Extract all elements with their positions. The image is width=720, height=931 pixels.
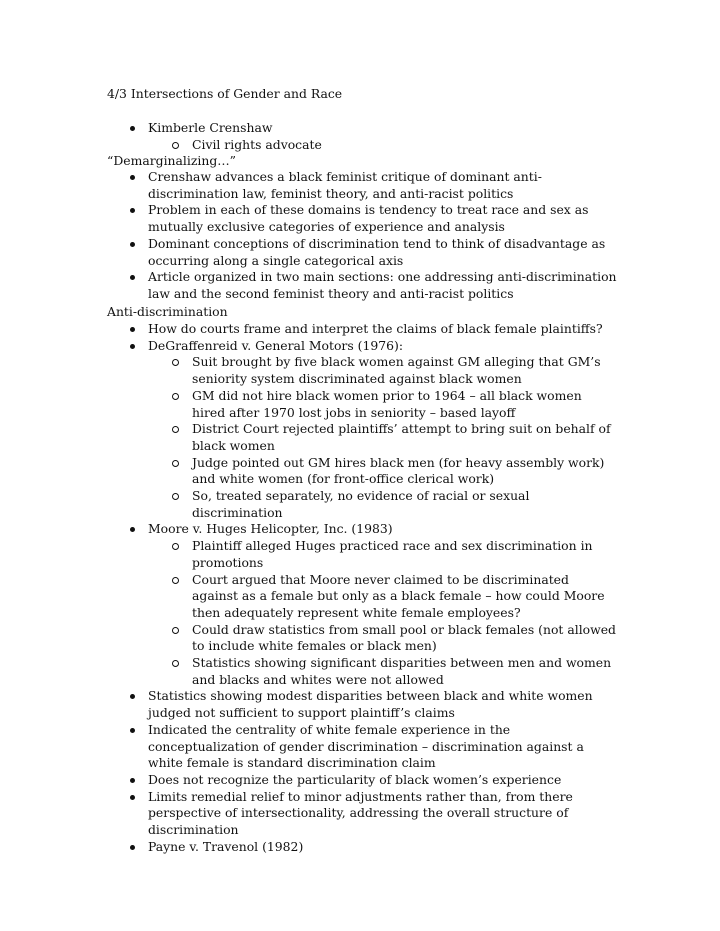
list-item xyxy=(0,236,618,269)
list-item xyxy=(0,688,618,721)
sub-list-item xyxy=(0,538,618,571)
circle-bullet-icon xyxy=(172,627,179,634)
list-item-text: Statistics showing modest disparities between black and white women judged not sufficient to support plaintiff’s claims xyxy=(148,688,593,721)
sub-list-item xyxy=(0,388,618,421)
list-item-text: Judge pointed out GM hires black men (for heavy assembly work) and white women (for front-office clerical work) xyxy=(192,454,605,487)
circle-bullet-icon xyxy=(172,426,179,433)
list-item-text: DeGraffenreid v. General Motors (1976): xyxy=(148,337,404,353)
bullet-icon xyxy=(130,208,135,213)
list-item-text: Suit brought by five black women against GM alleging that GM’s seniority system discriminated against black women xyxy=(192,354,601,387)
section-heading-anti-discrimination: Anti-discrimination xyxy=(107,304,228,319)
list-item-text: Dominant conceptions of discrimination tend to think of disadvantage as occurring along a single categorical axis xyxy=(148,235,606,268)
list-item xyxy=(0,169,618,202)
circle-bullet-icon xyxy=(172,142,179,149)
bullet-icon xyxy=(130,344,135,349)
bullet-icon xyxy=(130,778,135,783)
bullet-icon xyxy=(130,242,135,247)
circle-bullet-icon xyxy=(172,393,179,400)
bullet-icon xyxy=(130,694,135,699)
sub-list-item xyxy=(0,488,618,521)
bullet-icon xyxy=(130,275,135,280)
list-item-text: District Court rejected plaintiffs’ attempt to bring suit on behalf of black women xyxy=(192,421,611,453)
list-item-text: Does not recognize the particularity of black women’s experience xyxy=(148,771,562,787)
bullet-icon xyxy=(130,527,135,532)
list-item xyxy=(0,202,618,235)
list-item-text: So, treated separately, no evidence of racial or sexual discrimination xyxy=(192,488,530,520)
sub-list-item xyxy=(0,354,618,387)
circle-bullet-icon xyxy=(172,577,179,584)
list-item-text: GM did not hire black women prior to 1964 – all black women hired after 1970 lost jobs in seniority – based layoff xyxy=(192,387,582,420)
circle-bullet-icon xyxy=(172,493,179,500)
circle-bullet-icon xyxy=(172,543,179,550)
list-item xyxy=(0,722,618,772)
list-item-text: Problem in each of these domains is tendency to treat race and sex as mutually exclusive categories of experience and analysis xyxy=(148,202,589,235)
list-item-text: Kimberle Crenshaw xyxy=(148,120,273,135)
sub-list-item xyxy=(0,622,618,655)
sub-list-item xyxy=(0,421,618,454)
page-title: 4/3 Intersections of Gender and Race xyxy=(107,86,343,101)
list-item xyxy=(0,521,618,538)
circle-bullet-icon xyxy=(172,359,179,366)
list-item xyxy=(0,321,618,338)
list-item-text: Statistics showing significant disparities between men and women and blacks and whites were not allowed xyxy=(192,655,612,687)
list-item-text: Moore v. Huges Helicopter, Inc. (1983) xyxy=(148,521,393,537)
list-item-text: Could draw statistics from small pool or black females (not allowed to include white females or black men) xyxy=(192,621,616,654)
list-item-text: Article organized in two main sections: one addressing anti-discrimination law and the second feminist theory and anti-racist politics xyxy=(148,269,617,301)
list-item-text: How do courts frame and interpret the claims of black female plaintiffs? xyxy=(148,321,603,336)
list-item xyxy=(0,839,618,856)
list-item xyxy=(0,269,618,302)
bullet-icon xyxy=(130,795,135,800)
bullet-icon xyxy=(130,728,135,733)
circle-bullet-icon xyxy=(172,660,179,667)
sub-list-item xyxy=(0,572,618,622)
circle-bullet-icon xyxy=(172,460,179,467)
bullet-icon xyxy=(130,175,135,180)
list-item-text: Payne v. Travenol (1982) xyxy=(148,838,304,854)
list-item-text: Indicated the centrality of white female experience in the conceptualization of gender discrimination – discrimination against a white female is standard discrimination claim xyxy=(148,721,584,771)
list-item-text: Plaintiff alleged Huges practiced race and sex discrimination in promotions xyxy=(192,538,593,570)
list-item-text: Civil rights advocate xyxy=(192,136,322,152)
list-item-text: Court argued that Moore never claimed to be discriminated against as a female but only as a black female – how could Moore then adequately represent white female employees? xyxy=(192,571,605,620)
list-item xyxy=(0,120,618,137)
list-item-text: Crenshaw advances a black feminist critique of dominant anti-discrimination law, feminist theory, and anti-racist politics xyxy=(148,169,542,201)
demarginalizing-list xyxy=(0,169,720,303)
anti-discrimination-list xyxy=(0,321,720,856)
list-item xyxy=(0,338,618,355)
list-item-text: Limits remedial relief to minor adjustments rather than, from there perspective of intersectionality, addressing the overall structure of discrimination xyxy=(148,788,573,838)
intro-list xyxy=(0,120,720,153)
bullet-icon xyxy=(130,126,135,131)
list-item xyxy=(0,789,618,839)
sub-list-item xyxy=(0,455,618,488)
section-heading-demarginalizing: “Demarginalizing…” xyxy=(107,153,236,168)
list-item xyxy=(0,772,618,789)
bullet-icon xyxy=(130,845,135,850)
bullet-icon xyxy=(130,327,135,332)
sub-list-item xyxy=(0,137,618,154)
sub-list-item xyxy=(0,655,618,688)
